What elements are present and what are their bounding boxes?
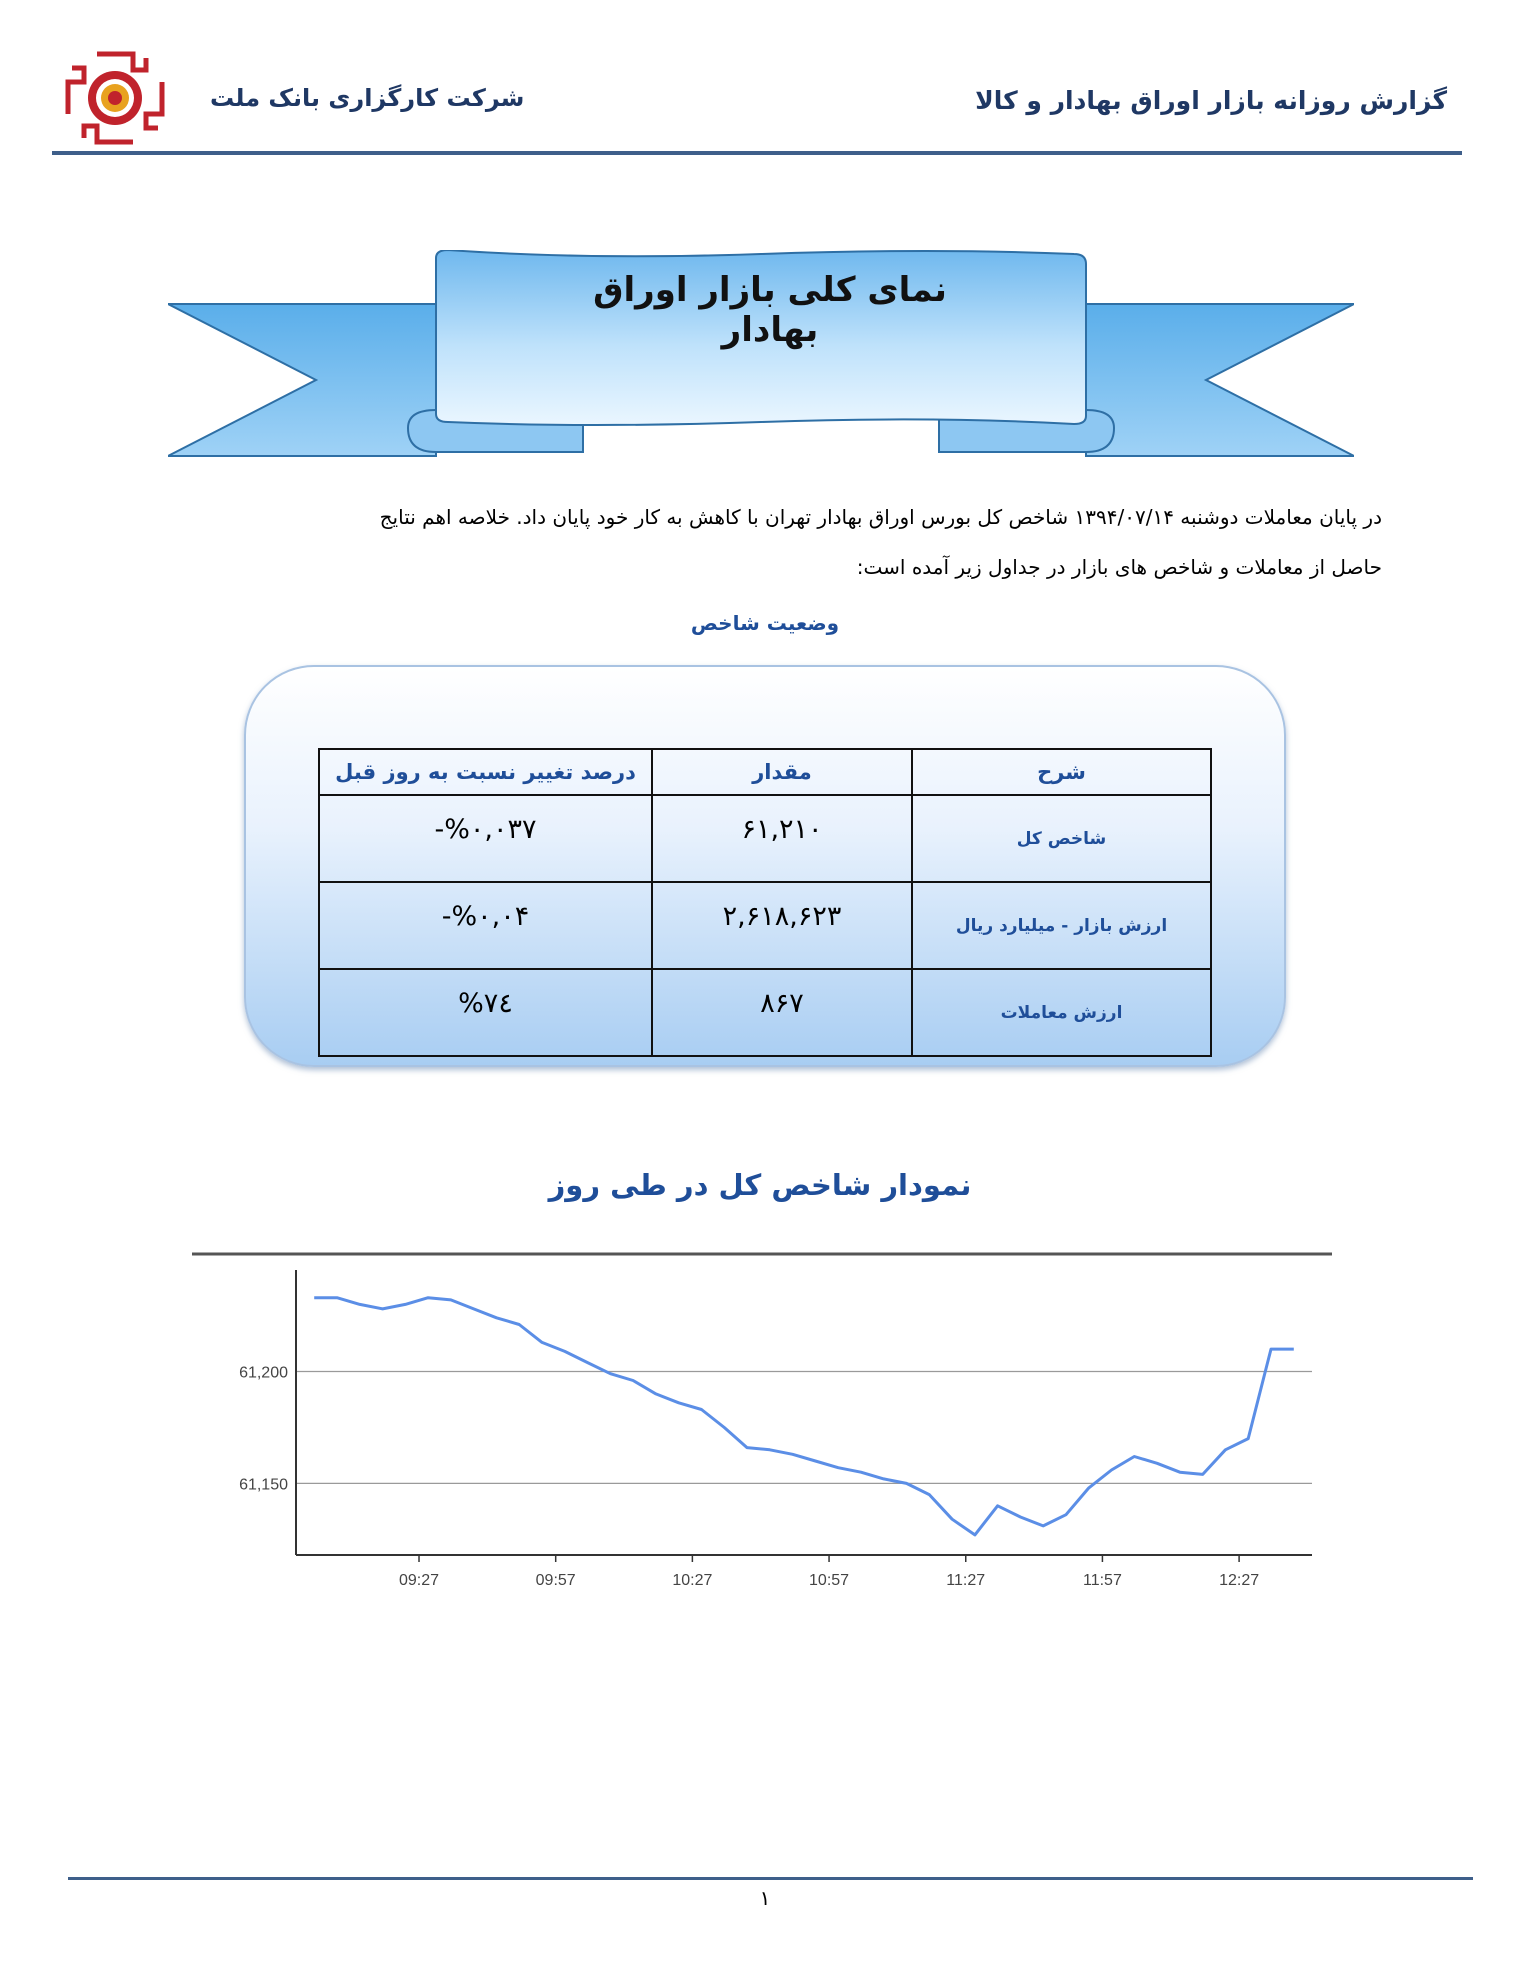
row-label xyxy=(912,795,1211,882)
x-tick-label: 11:57 xyxy=(1082,1572,1122,1589)
intro-line-1: در پایان معاملات دوشنبه ۱۳۹۴/۰۷/۱۴ شاخص کل بورس اوراق بهادار تهران با کاهش به کار خود پایان داد. خلاصه اهم نتایج xyxy=(379,505,1382,529)
row-change-value: %۷٤ xyxy=(458,988,513,1019)
row-amount-value: ۲,۶۱۸,۶۲۳ xyxy=(722,901,842,932)
row-amount-value: ۸۶۷ xyxy=(760,988,804,1019)
index-intraday-chart xyxy=(192,1252,1338,1610)
x-tick-label: 09:57 xyxy=(535,1572,576,1589)
row-amount-value: ۶۱,۲۱۰ xyxy=(741,814,823,845)
row-label xyxy=(912,969,1211,1056)
index-series-line xyxy=(314,1298,1294,1535)
bank-mellat-logo-icon xyxy=(62,48,168,148)
column-header-change: درصد تغییر نسبت به روز قبل xyxy=(319,749,652,795)
x-tick-label: 09:27 xyxy=(398,1572,440,1589)
row-change-value: -%۰,۰۳۷ xyxy=(434,814,537,845)
row-amount xyxy=(652,795,912,882)
banner-title: نمای کلی بازار اوراق بهادار xyxy=(593,270,947,350)
y-tick-label: 61,150 xyxy=(239,1476,288,1494)
table-row xyxy=(319,882,1211,969)
row-change-value: -%۰,۰۴ xyxy=(441,901,530,932)
column-header-amount: مقدار xyxy=(652,749,912,795)
report-title: گزارش روزانه بازار اوراق بهادار و کالا xyxy=(975,86,1447,115)
table-caption: وضعیت شاخص xyxy=(690,611,840,635)
x-tick-label: 10:57 xyxy=(809,1572,850,1589)
x-tick-label: 11:27 xyxy=(946,1572,986,1589)
intro-line-2: حاصل از معاملات و شاخص های بازار در جداول زیر آمده است: xyxy=(856,555,1382,579)
row-change xyxy=(319,882,652,969)
intro-paragraph xyxy=(144,492,1382,592)
column-header-desc: شرح xyxy=(912,749,1211,795)
row-amount xyxy=(652,882,912,969)
row-label-text: ارزش معاملات xyxy=(1000,1002,1123,1023)
index-status-table xyxy=(318,748,1212,1057)
row-change xyxy=(319,969,652,1056)
y-tick-label: 61,200 xyxy=(239,1364,288,1382)
header-divider xyxy=(52,151,1462,155)
table-row xyxy=(319,969,1211,1056)
row-label-text: ارزش بازار - میلیارد ریال xyxy=(955,915,1168,936)
footer-divider xyxy=(68,1877,1473,1880)
row-amount xyxy=(652,969,912,1056)
page-number: ۱ xyxy=(759,1886,771,1910)
company-name: شرکت کارگزاری بانک ملت xyxy=(210,84,525,112)
table-row xyxy=(319,795,1211,882)
chart-heading: نمودار شاخص کل در طی روز xyxy=(548,1168,972,1202)
row-change xyxy=(319,795,652,882)
x-tick-label: 10:27 xyxy=(672,1572,713,1589)
table-header-row xyxy=(319,749,1211,795)
row-label xyxy=(912,882,1211,969)
x-tick-label: 12:27 xyxy=(1219,1572,1260,1589)
row-label-text: شاخص کل xyxy=(1016,828,1107,849)
